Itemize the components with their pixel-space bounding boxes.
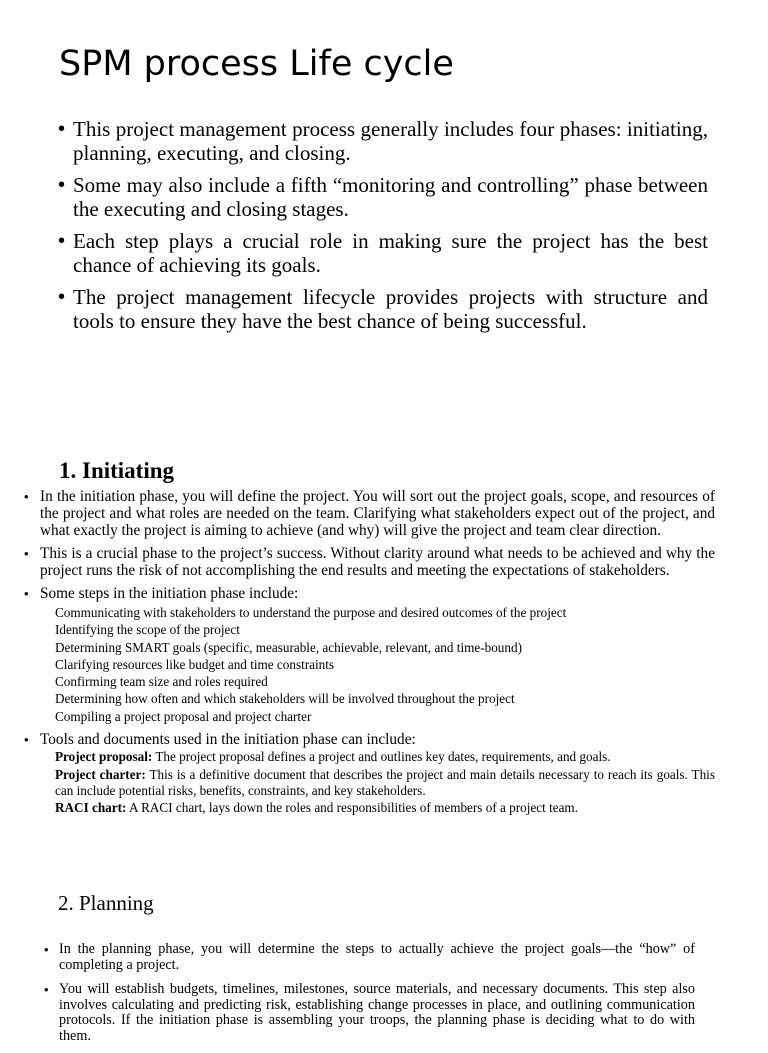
initiating-bullet-list [24, 488, 715, 822]
intro-bullet: • Each step plays a crucial role in making sure the project has the best chance of achieving its goals. [58, 229, 708, 277]
initiating-tools-item [24, 731, 715, 816]
intro-bullet: • Some may also include a fifth “monitoring and controlling” phase between the executing and closing stages. [58, 173, 708, 221]
initiating-tools-intro: Tools and documents used in the initiation phase can include: [40, 731, 416, 749]
tool-item [55, 767, 715, 799]
planning-bullet-list [44, 942, 695, 1053]
slide-title: SPM process Life cycle [59, 44, 454, 84]
tool-description: A RACI chart, lays down the roles and responsibilities of members of a project team. [126, 800, 578, 816]
initiation-steps-list [55, 604, 715, 725]
initiation-tools-list [55, 749, 715, 816]
initiation-step: Identifying the scope of the project [55, 622, 240, 638]
tool-item [55, 800, 715, 816]
intro-bullet-list [58, 117, 708, 341]
initiating-bullet: • This is a crucial phase to the project’s success. Without clarity around what needs to be achieved and why the project runs the risk of not accomplishing the end results and meeting the expectations of stakeholders. [24, 545, 715, 579]
tool-description: The project proposal defines a project and outlines key dates, requirements, and goals. [152, 749, 611, 765]
initiation-step: Clarifying resources like budget and time constraints [55, 656, 335, 672]
initiation-step: Confirming team size and roles required [55, 674, 268, 690]
tool-description: This is a definitive document that describes the project and main details necessary to reach its goals. This can include potential risks, benefits, constraints, and key stakeholders. [55, 766, 715, 798]
initiation-step: Determining how often and which stakeholders will be involved throughout the project [55, 691, 515, 707]
initiating-bullet: • In the initiation phase, you will define the project. You will sort out the project goals, scope, and resources of the project and what roles are needed on the team. Clarifying what stakeholders expect out of the project, and what exactly the project is aiming to achieve (and why) will give the project and team clear direction. [24, 488, 715, 539]
initiation-step: Determining SMART goals (specific, measurable, achievable, relevant, and time-bound) [55, 639, 522, 655]
tool-term: RACI chart: [55, 800, 127, 816]
planning-heading: 2. Planning [58, 891, 154, 915]
tool-term: Project proposal: [55, 749, 153, 765]
planning-bullet: • You will establish budgets, timelines, milestones, source materials, and necessary documents. This step also involves calculating and predicting risk, establishing change processes in place, and outlining communication protocols. If the initiation phase is assembling your troops, the planning phase is deciding what to do with them. [44, 982, 695, 1044]
initiation-step: Compiling a project proposal and project charter [55, 708, 312, 724]
initiating-steps-intro: Some steps in the initiation phase include: [40, 585, 299, 602]
intro-bullet: • This project management process generally includes four phases: initiating, planning, executing, and closing. [58, 117, 708, 165]
initiation-step: Communicating with stakeholders to understand the purpose and desired outcomes of the project [55, 605, 567, 620]
planning-bullet: • In the planning phase, you will determine the steps to actually achieve the project goals—the “how” of completing a project. [44, 942, 695, 973]
initiating-heading: 1. Initiating [59, 458, 175, 483]
tool-item [55, 749, 715, 765]
initiating-steps-item [24, 585, 715, 725]
intro-bullet: • The project management lifecycle provides projects with structure and tools to ensure they have the best chance of being successful. [58, 285, 708, 333]
tool-term: Project charter: [55, 766, 146, 782]
